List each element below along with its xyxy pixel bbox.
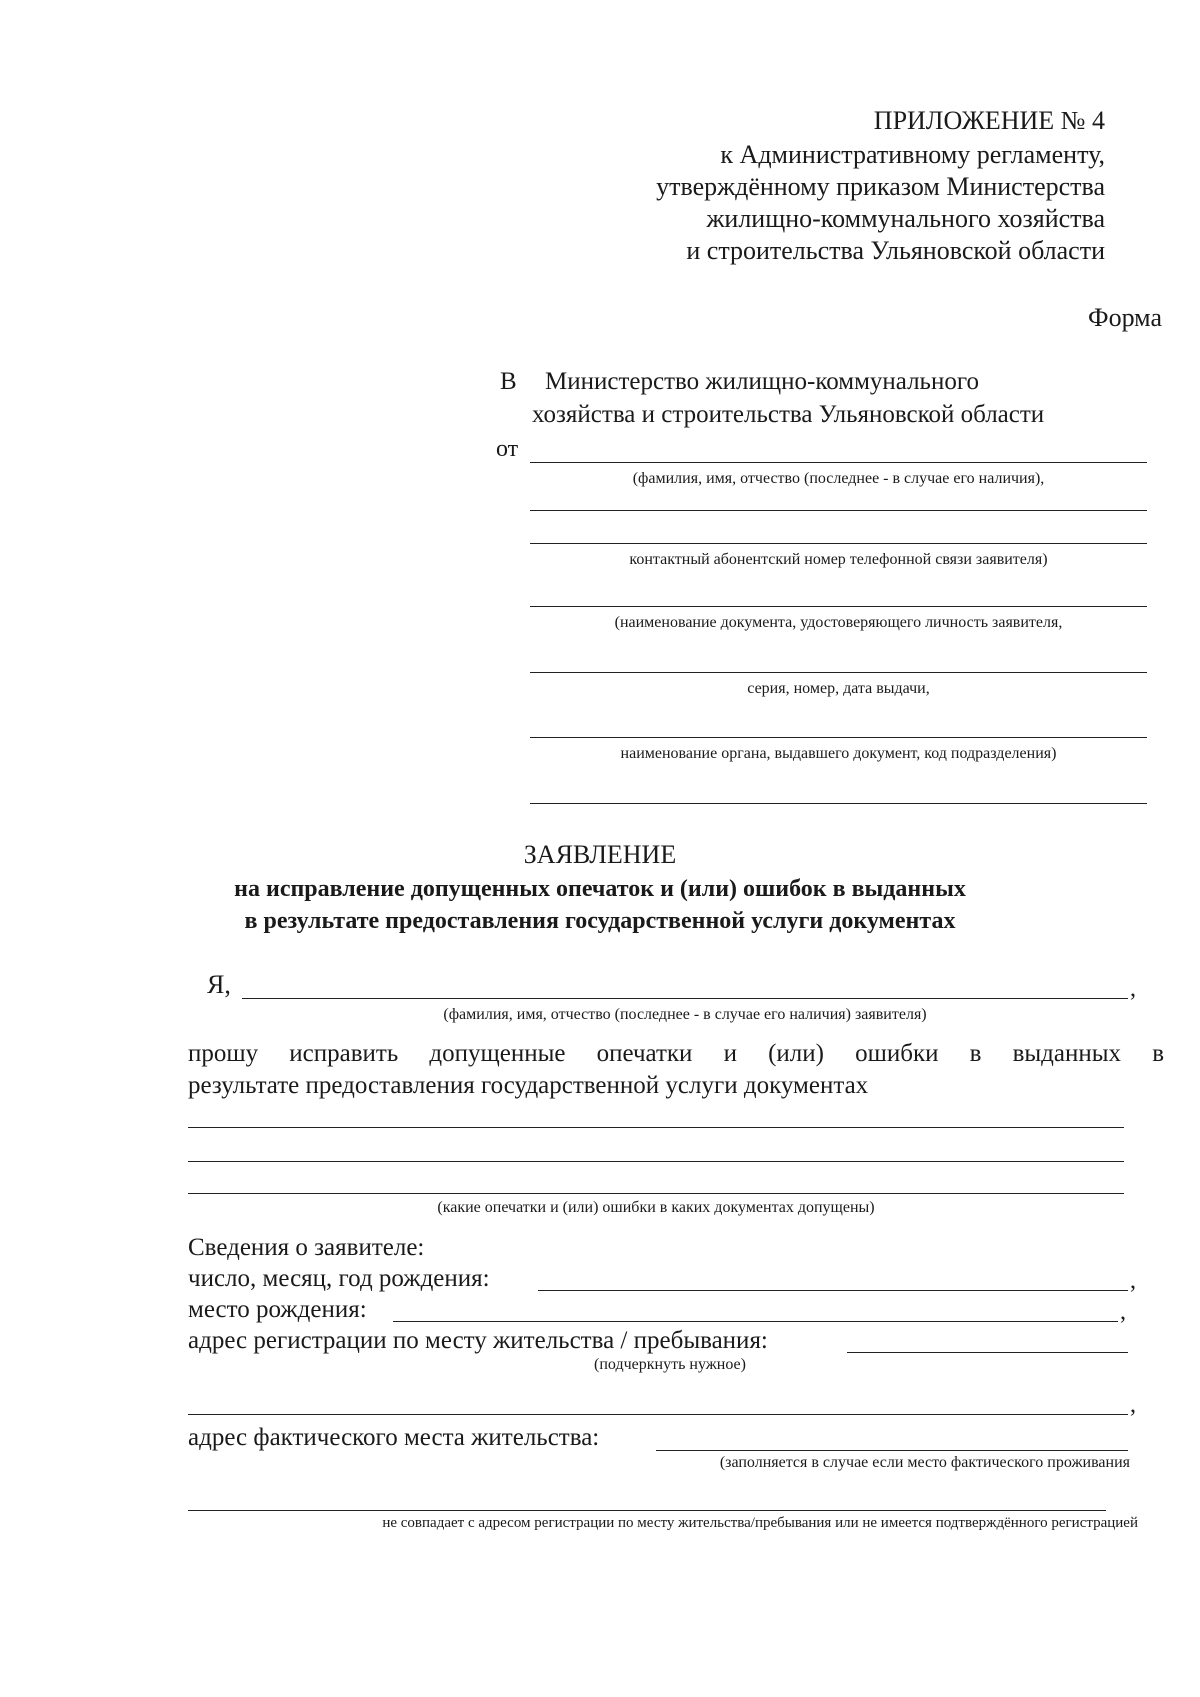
caption-actual-1: (заполняется в случае если место фактического проживания (719, 1454, 1130, 1471)
request-line1: прошу исправить допущенные опечатки и (или) ошибки в выданных в (188, 1040, 1164, 1067)
caption-issuer: наименование органа, выдавшего документ, код подразделения) (620, 745, 1057, 762)
reg-address-comma: , (1130, 1392, 1136, 1418)
caption-underline: (подчеркнуть нужное) (594, 1356, 746, 1373)
statement-subtitle-line1: на исправление допущенных опечаток и (или) ошибок в выданных (234, 876, 966, 902)
errors-field-3[interactable] (188, 1193, 1124, 1194)
actual-address-field[interactable] (656, 1450, 1128, 1451)
applicant-name-field[interactable] (242, 998, 1128, 999)
statement-title: ЗАЯВЛЕНИЕ (523, 840, 677, 869)
birth-place-field[interactable] (393, 1321, 1118, 1322)
actual-address-label: адрес фактического места жительства: (188, 1424, 600, 1451)
addressee-prefix: В (500, 368, 517, 395)
appendix-subtitle-line2: утверждённому приказом Министерства (656, 172, 1105, 201)
birth-date-label: число, месяц, год рождения: (188, 1265, 490, 1292)
reg-address-field[interactable] (847, 1352, 1128, 1353)
birth-date-comma: , (1130, 1268, 1136, 1294)
caption-phone: контактный абонентский номер телефонной связи заявителя) (629, 551, 1048, 568)
caption-series: серия, номер, дата выдачи, (747, 680, 930, 697)
addressee-line1: Министерство жилищно-коммунального (545, 368, 979, 395)
applicant-info-heading: Сведения о заявителе: (188, 1234, 425, 1261)
id-document-field[interactable] (530, 606, 1147, 607)
from-fio-field[interactable] (530, 462, 1147, 463)
reg-address-label: адрес регистрации по месту жительства / пребывания: (188, 1327, 768, 1354)
errors-field-1[interactable] (188, 1127, 1124, 1128)
birth-date-field[interactable] (538, 1290, 1128, 1291)
issuer-extra-field[interactable] (530, 803, 1147, 804)
caption-errors: (какие опечатки и (или) ошибки в каких документах допущены) (437, 1199, 875, 1216)
birth-place-comma: , (1120, 1299, 1126, 1325)
reg-address-field-2[interactable] (188, 1414, 1128, 1415)
i-comma: , (1130, 976, 1136, 1002)
phone-field[interactable] (530, 543, 1147, 544)
caption-id-document: (наименование документа, удостоверяющего личность заявителя, (614, 614, 1063, 631)
from-prefix: от (496, 436, 519, 462)
caption-applicant: (фамилия, имя, отчество (последнее - в случае его наличия) заявителя) (443, 1006, 927, 1023)
errors-field-2[interactable] (188, 1161, 1124, 1162)
statement-subtitle-line2: в результате предоставления государственной услуги документах (244, 908, 956, 934)
request-line2: результате предоставления государственной услуги документах (188, 1072, 869, 1099)
actual-address-field-2[interactable] (188, 1510, 1106, 1511)
caption-actual-2: не совпадает с адресом регистрации по месту жительства/пребывания или не имеется подтверждённого регистрацией (382, 1515, 1138, 1531)
caption-fio: (фамилия, имя, отчество (последнее - в случае его наличия), (632, 470, 1045, 487)
appendix-subtitle-line3: жилищно-коммунального хозяйства (706, 204, 1105, 233)
birth-place-label: место рождения: (188, 1296, 367, 1323)
issuer-field[interactable] (530, 737, 1147, 738)
appendix-subtitle-line4: и строительства Ульяновской области (686, 236, 1105, 265)
form-label: Форма (1088, 303, 1162, 332)
from-extra-field[interactable] (530, 510, 1147, 511)
series-field[interactable] (530, 672, 1147, 673)
addressee-line2: хозяйства и строительства Ульяновской области (532, 401, 1045, 428)
appendix-subtitle-line1: к Административному регламенту, (720, 140, 1105, 169)
i-prefix: Я, (207, 970, 231, 999)
appendix-title: ПРИЛОЖЕНИЕ № 4 (873, 106, 1105, 135)
